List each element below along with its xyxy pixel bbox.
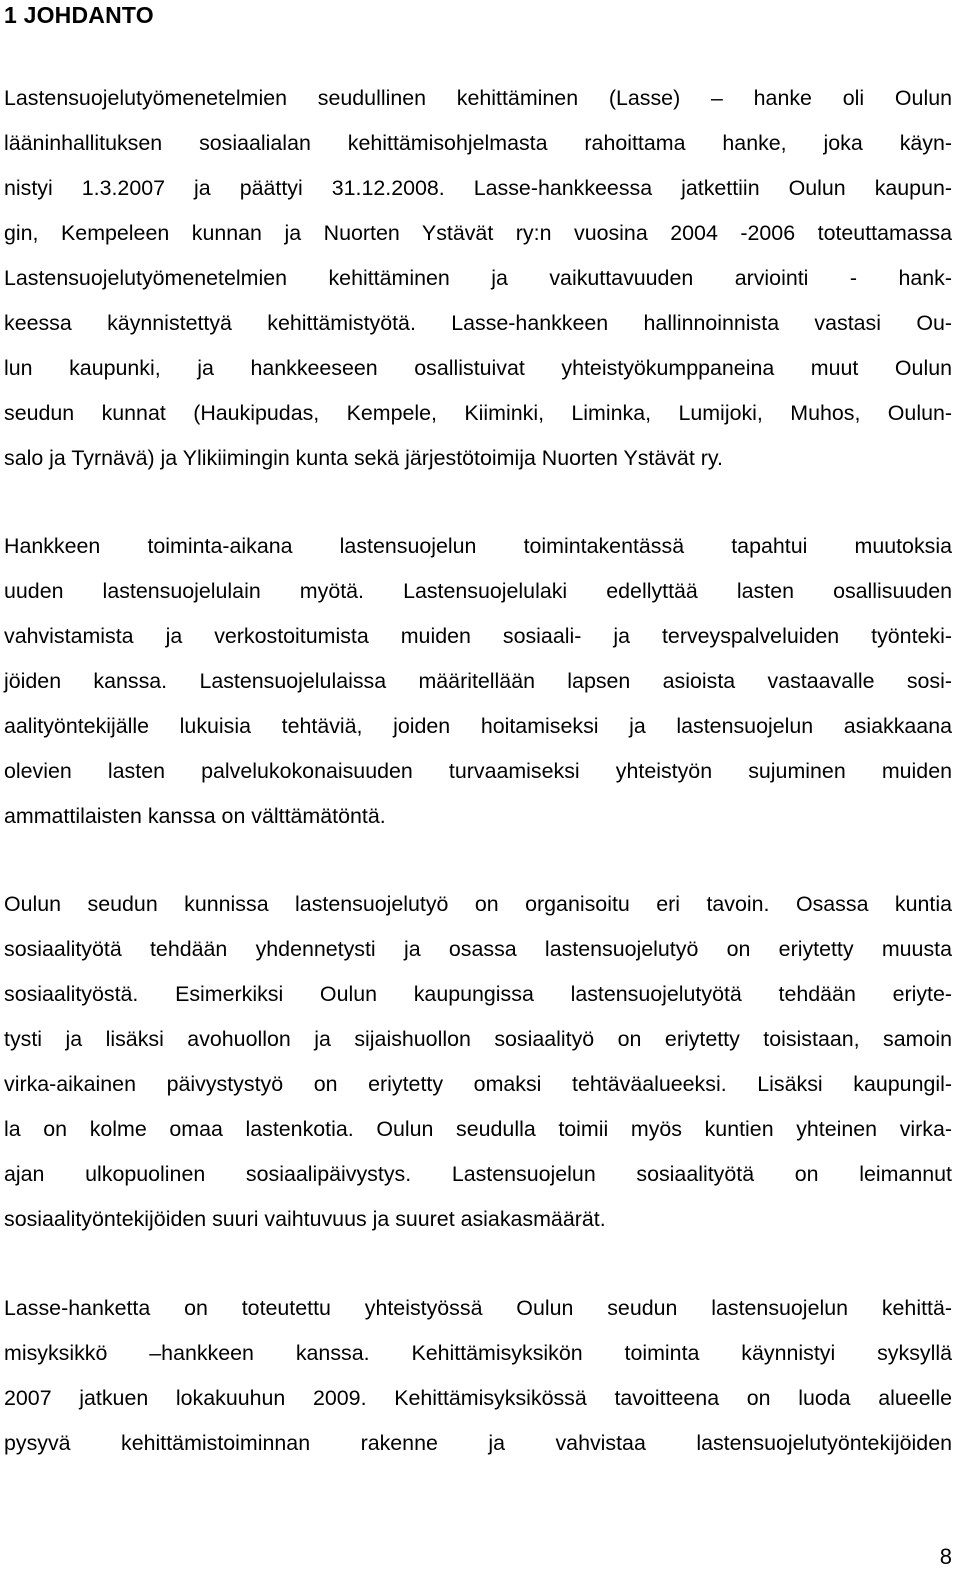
paragraph-line: Lastensuojelutyömenetelmien seudullinen kehittäminen (Lasse) – hanke oli Oulun: [4, 86, 952, 110]
paragraph-3: [4, 882, 952, 1242]
paragraph-line: lääninhallituksen sosiaalialan kehittämisohjelmasta rahoittama hanke, joka käyn-: [4, 131, 952, 155]
paragraph-line: virka-aikainen päivystystyö on eriytetty omaksi tehtäväalueeksi. Lisäksi kaupungil-: [4, 1072, 952, 1096]
paragraph-1: [4, 76, 952, 481]
paragraph-line: tysti ja lisäksi avohuollon ja sijaishuollon sosiaalityö on eriytetty toisistaan, samoin: [4, 1027, 952, 1051]
paragraph-line: vahvistamista ja verkostoitumista muiden sosiaali- ja terveyspalveluiden työnteki-: [4, 624, 952, 648]
paragraph-line: lun kaupunki, ja hankkeeseen osallistuivat yhteistyökumppaneina muut Oulun: [4, 356, 952, 380]
paragraph-line: la on kolme omaa lastenkotia. Oulun seudulla toimii myös kuntien yhteinen virka-: [4, 1117, 952, 1141]
paragraph-line: nistyi 1.3.2007 ja päättyi 31.12.2008. Lasse-hankkeessa jatkettiin Oulun kaupun-: [4, 176, 952, 200]
paragraph-line: Oulun seudun kunnissa lastensuojelutyö on organisoitu eri tavoin. Osassa kuntia: [4, 892, 952, 916]
paragraph-line: olevien lasten palvelukokonaisuuden turvaamiseksi yhteistyön sujuminen muiden: [4, 759, 952, 783]
paragraph-line: pysyvä kehittämistoiminnan rakenne ja vahvistaa lastensuojelutyöntekijöiden: [4, 1431, 952, 1455]
paragraph-line: seudun kunnat (Haukipudas, Kempele, Kiiminki, Liminka, Lumijoki, Muhos, Oulun-: [4, 401, 952, 425]
paragraph-line: Lasse-hanketta on toteutettu yhteistyössä Oulun seudun lastensuojelun kehittä-: [4, 1296, 952, 1320]
paragraph-line: jöiden kanssa. Lastensuojelulaissa määritellään lapsen asioista vastaavalle sosi-: [4, 669, 952, 693]
paragraph-line: sosiaalityöstä. Esimerkiksi Oulun kaupungissa lastensuojelutyötä tehdään eriyte-: [4, 982, 952, 1006]
paragraph-line: ammattilaisten kanssa on välttämätöntä.: [4, 804, 386, 828]
page-number: 8: [939, 1544, 952, 1569]
paragraph-line: 2007 jatkuen lokakuuhun 2009. Kehittämisyksikössä tavoitteena on luoda alueelle: [4, 1386, 952, 1410]
paragraph-line: sosiaalityöntekijöiden suuri vaihtuvuus ja suuret asiakasmäärät.: [4, 1207, 606, 1231]
paragraph-4: [4, 1286, 952, 1466]
paragraph-2: [4, 524, 952, 839]
paragraph-line: misyksikkö –hankkeen kanssa. Kehittämisyksikön toiminta käynnistyi syksyllä: [4, 1341, 952, 1365]
paragraph-line: ajan ulkopuolinen sosiaalipäivystys. Lastensuojelun sosiaalityötä on leimannut: [4, 1162, 952, 1186]
paragraph-line: aalityöntekijälle lukuisia tehtäviä, joiden hoitamiseksi ja lastensuojelun asiakkaana: [4, 714, 952, 738]
section-heading: 1 JOHDANTO: [4, 2, 154, 28]
paragraph-line: gin, Kempeleen kunnan ja Nuorten Ystävät ry:n vuosina 2004 -2006 toteuttamassa: [4, 221, 952, 245]
paragraph-line: sosiaalityötä tehdään yhdennetysti ja osassa lastensuojelutyö on eriytetty muusta: [4, 937, 952, 961]
paragraph-line: Lastensuojelutyömenetelmien kehittäminen ja vaikuttavuuden arviointi - hank-: [4, 266, 952, 290]
paragraph-line: uuden lastensuojelulain myötä. Lastensuojelulaki edellyttää lasten osallisuuden: [4, 579, 952, 603]
paragraph-line: salo ja Tyrnävä) ja Ylikiimingin kunta sekä järjestötoimija Nuorten Ystävät ry.: [4, 446, 723, 470]
paragraph-line: keessa käynnistettyä kehittämistyötä. Lasse-hankkeen hallinnoinnista vastasi Ou-: [4, 311, 952, 335]
paragraph-line: Hankkeen toiminta-aikana lastensuojelun toimintakentässä tapahtui muutoksia: [4, 534, 952, 558]
